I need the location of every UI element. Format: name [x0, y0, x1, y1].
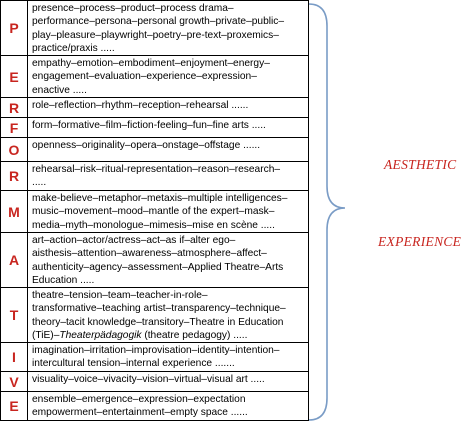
acrostic-row: [1, 392, 308, 421]
acrostic-row: [1, 162, 308, 191]
word-line: authenticity–agency–assessment–Applied Theatre–Arts: [32, 261, 284, 273]
acrostic-row: [1, 98, 308, 118]
word-line: empathy–emotion–embodiment–enjoyment–energy–: [32, 58, 270, 69]
word-line: imagination–irritation–improvisation–identity–intention–: [32, 345, 280, 356]
word-line: make-believe–metaphor–metaxis–multiple intelligences–: [32, 193, 288, 204]
word-line: art–action–actor/actress–act–as if–alter ego–: [32, 235, 236, 246]
word-list: [28, 56, 308, 97]
word-line: transformative–teaching artist–transparency–technique–: [32, 303, 286, 315]
word-line: presence–process–product–process drama–: [32, 3, 234, 14]
word-line: enactive .....: [32, 84, 87, 96]
word-line: music–movement–mood–mantle of the expert–mask–: [32, 206, 275, 218]
acrostic-letter: V: [1, 372, 28, 391]
acrostic-letter: A: [1, 233, 28, 287]
word-line: intercultural tension–internal experience .......: [32, 358, 235, 370]
word-list: [28, 191, 308, 232]
acrostic-row: [1, 288, 308, 343]
acrostic-row: [1, 191, 308, 233]
word-list: [28, 372, 308, 391]
word-line: Education .....: [32, 274, 95, 286]
word-line: form–formative–film–fiction-feeling–fun–fine arts .....: [32, 120, 266, 131]
word-line: practice/praxis .....: [32, 42, 115, 54]
word-line: visuality–voice–vivacity–vision–virtual–visual art .....: [32, 374, 265, 385]
acrostic-letter: P: [1, 1, 28, 55]
word-line: aisthesis–attention–awareness–atmosphere–affect–: [32, 248, 267, 260]
word-line: rehearsal–risk–ritual-representation–reason–research–: [32, 164, 281, 175]
acrostic-letter: E: [1, 392, 28, 420]
acrostic-row: [1, 1, 308, 56]
word-list: [28, 288, 308, 342]
acrostic-row: [1, 118, 308, 138]
word-line: ensemble–emergence–expression–expectation: [32, 394, 246, 405]
acrostic-letter: E: [1, 56, 28, 97]
word-list: [28, 162, 308, 190]
word-list: [28, 343, 308, 371]
word-line: performance–persona–personal growth–private–public–: [32, 16, 285, 28]
word-list: [28, 118, 308, 137]
word-line: empowerment–entertainment–empty space ......: [32, 407, 248, 419]
acrostic-letter: T: [1, 288, 28, 342]
word-list: [28, 233, 308, 287]
word-list: [28, 138, 308, 161]
acrostic-letter: M: [1, 191, 28, 232]
acrostic-letter: I: [1, 343, 28, 371]
word-list: [28, 98, 308, 117]
word-list: [28, 392, 308, 420]
curly-brace: [305, 0, 365, 423]
word-line: (TiE)–Theaterpädagogik (theatre pedagogy) .....: [32, 329, 248, 341]
word-line: play–pleasure–playwright–poetry–pre-text–proxemics–: [32, 29, 279, 41]
acrostic-letter: R: [1, 162, 28, 190]
experience-label: EXPERIENCE: [378, 234, 462, 249]
acrostic-row: [1, 343, 308, 372]
acrostic-row: [1, 233, 308, 288]
acrostic-letter: R: [1, 98, 28, 117]
word-line: engagement–evaluation–experience–expression–: [32, 71, 257, 83]
acrostic-letter: F: [1, 118, 28, 137]
word-line: theory–tacit knowledge–transitory–Theatre in Education: [32, 316, 284, 328]
acrostic-row: [1, 372, 308, 392]
word-list: [28, 1, 308, 55]
word-line: media–myth–monologue–mimesis–mise en scène .....: [32, 219, 275, 231]
acrostic-row: [1, 138, 308, 162]
word-line: .....: [32, 177, 47, 189]
word-line: role–reflection–rhythm–reception–rehearsal ......: [32, 100, 249, 111]
acrostic-letter: O: [1, 138, 28, 161]
word-line: openness–originality–opera–onstage–offstage ......: [32, 140, 261, 151]
acrostic-row: [1, 56, 308, 98]
aesthetic-label: AESTHETIC: [384, 157, 457, 172]
word-line: theatre–tension–team–teacher-in-role–: [32, 290, 208, 301]
